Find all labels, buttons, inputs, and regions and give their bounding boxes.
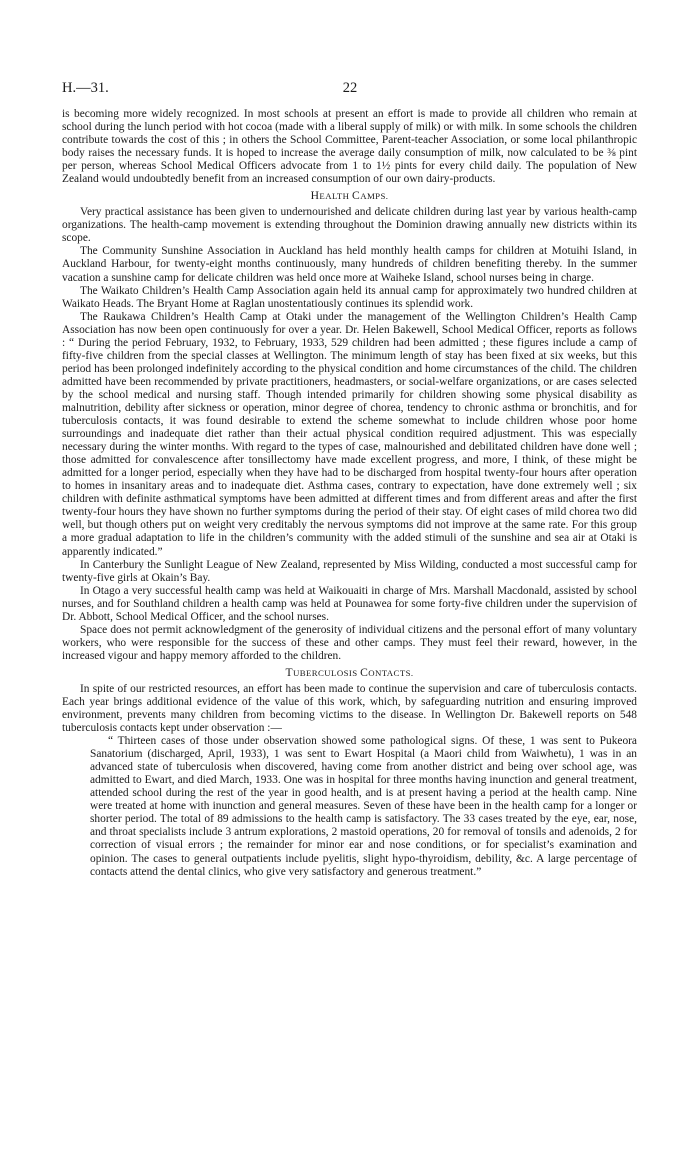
paragraph: In spite of our restricted resources, an effort has been made to continue the supervision and care of tuberculosis contacts. Each year brings additional evidence of the value of this work, which, by safeguarding nutrition and ensuring improved environment, prevents many children from becoming victims to the disease. In Wellington Dr. Bakewell reports on 548 tuberculosis contacts kept under observation :—: [62, 682, 637, 735]
block-quote: “ Thirteen cases of those under observation showed some pathological signs. Of these, 1 was sent to Pukeora Sanatorium (discharged, April, 1933), 1 was sent to Ewart Hospital (a Maori child from Waiwhetu), 1 was in an advanced state of tuberculosis when discovered, having come from another district and being over school age, was admitted to Ewart, and died March, 1933. One was in hospital for three months having inunction and general treatment, attended school during the rest of the year in good health, and is at present having a period at the health camp. Nine were treated at home with inunction and general measures. Seven of these have been in the health camp for a longer or shorter period. The total of 89 admissions to the health camp is satisfactory. The 33 cases treated by the eye, ear, nose, and throat specialists include 3 antrum explorations, 2 mastoid operations, 20 for removal of tonsils and adenoids, 2 for correction of visual errors ; the remainder for minor ear and nose conditions, or for specialist’s examination and opinion. The cases to general outpatients include pyelitis, slight hypo-thyroidism, debility, &c. A large percentage of contacts attend the dental clinics, who give very satisfactory and generous treatment.”: [90, 735, 637, 878]
page-header: [62, 80, 638, 100]
page-number: 22: [342, 80, 358, 96]
paragraph: Very practical assistance has been given to undernourished and delicate children during last year by various health-camp organizations. The health-camp movement is extending throughout the Dominion drawing annually new districts within its scope.: [62, 206, 637, 245]
paragraph: In Canterbury the Sunlight League of New Zealand, represented by Miss Wilding, conducted a most successful camp for twenty-five girls at Okain’s Bay.: [62, 558, 637, 584]
section-heading-tuberculosis-contacts: TUBERCULOSIS CONTACTS.: [285, 665, 414, 679]
paragraph: In Otago a very successful health camp was held at Waikouaiti in charge of Mrs. Marshall Macdonald, assisted by school nurses, and for Southland children a health camp was held at Pounawea for some forty-five children under the supervision of Dr. Abbott, School Medical Officer, and the school nurses.: [62, 584, 637, 623]
paragraph: The Waikato Children’s Health Camp Association again held its annual camp for approximately two hundred children at Waikato Heads. The Bryant Home at Raglan unostentatiously continues its splendid work.: [62, 284, 637, 310]
paragraph: The Raukawa Children’s Health Camp at Otaki under the management of the Wellington Children’s Health Camp Association has now been open continuously for over a year. Dr. Helen Bakewell, School Medical Officer, reports as follows : “ During the period February, 1932, to February, 1933, 529 children had been admitted ; these figures include a camp of fifty-five children from the special classes at Wellington. The minimum length of stay has been fixed at six weeks, but this period has been prolonged indefinitely according to the physical condition and home circumstances of the child. The children admitted have been recommended by private practitioners, headmasters, or social-welfare organizations, or are cases selected by the school medical and nursing staff. Though intended primarily for children showing some physical disability as malnutrition, debility after sickness or operation, minor degree of chorea, tendency to chronic asthma or bronchitis, and for tuberculosis contacts, it was found desirable to extend the scheme somewhat to include children whose poor home surroundings and inadequate diet rather than their actual physical condition required adjustment. This was especially necessary during the winter months. With regard to the types of case, malnourished and debilitated children have done well ; those admitted for convalescence after tonsillectomy have made excellent progress, and more, I think, of these might be admitted for a longer period, especially when they have had to be discharged from hospital twenty-four hours after operation to homes in insanitary areas and to inadequate diet. Asthma cases, contrary to expectation, have done extremely well ; six children with definite asthmatical symptoms have been admitted at different times and from different areas and after the first twenty-four hours they have shown no further symptoms during the period of their stay. Of eight cases of mild chorea two did well, but though others put on weight very creditably the nervous symptoms did not improve at the same rate. For this group a more gradual adaptation to life in the children’s community with the added stimuli of the sunshine and sea air at Otaki is apparently indicated.”: [62, 310, 637, 558]
paragraph: The Community Sunshine Association in Auckland has held monthly health camps for children at Motuihi Island, in Auckland Harbour, for twenty-eight months continuously, many hundreds of children benefiting thereby. In the summer vacation a sunshine camp for delicate children was held once more at Waiheke Island, school nurses being in charge.: [62, 245, 637, 284]
report-reference: H.—31.: [62, 80, 109, 96]
paragraph: Space does not permit acknowledgment of the generosity of individual citizens and the personal effort of many voluntary workers, who were responsible for the success of these and other camps. They must feel their reward, however, in the increased vigour and happy memory afforded to the children.: [62, 623, 637, 662]
paragraph: is becoming more widely recognized. In most schools at present an effort is made to provide all children who remain at school during the lunch period with hot cocoa (made with a liberal supply of milk) or with milk. In some schools the children contribute towards the cost of this ; in others the School Committee, Parent-teacher Association, or some local philanthropic body raises the necessary funds. It is hoped to increase the average daily consumption of milk, now calculated to be ⅜ pint per person, whereas School Medical Officers advocate from 1 to 1½ pints for every child daily. The population of New Zealand would undoubtedly benefit from an increased consumption of our own dairy-products.: [62, 108, 637, 186]
section-heading-health-camps: HEALTH CAMPS.: [310, 189, 389, 203]
page-body: [62, 108, 637, 879]
